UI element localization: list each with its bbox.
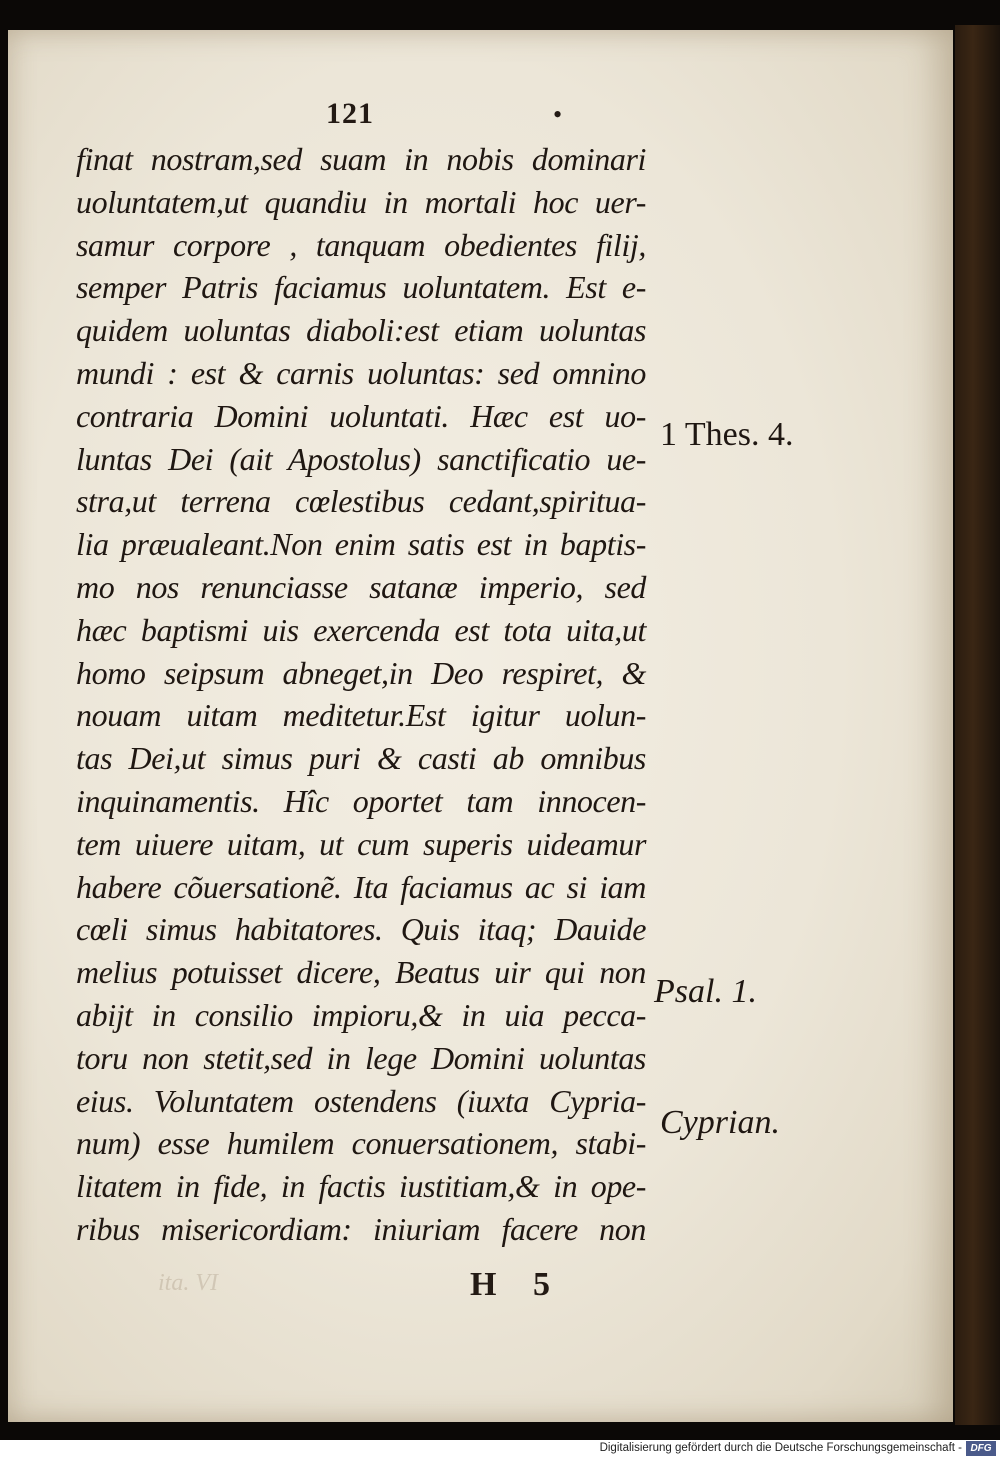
text-line: contraria Domini uoluntati. Hæc est uo- xyxy=(76,397,646,434)
header-mark: • xyxy=(553,100,563,129)
text-line: tas Dei,ut simus puri & casti ab omnibus xyxy=(76,740,646,777)
text-line: mo nos renunciasse satanæ imperio, sed xyxy=(76,568,646,605)
text-line: lia præualeant.Non enim satis est in baptis- xyxy=(76,526,646,563)
funding-credit: Digitalisierung gefördert durch die Deutsche Forschungsgemeinschaft - xyxy=(599,1442,962,1454)
text-line: semper Patris faciamus uoluntatem. Est e- xyxy=(76,269,646,306)
text-line: tem uiuere uitam, ut cum superis uideamur xyxy=(76,825,646,862)
text-line: toru non stetit,sed in lege Domini uoluntas xyxy=(76,1039,646,1076)
text-line: abijt in consilio impioru,& in uia pecca- xyxy=(76,996,646,1033)
text-line: num) esse humilem conuersationem, stabi- xyxy=(76,1125,646,1162)
book-page xyxy=(8,30,953,1422)
text-line: habere cõuersationẽ. Ita faciamus ac si iam xyxy=(76,868,646,905)
offset-bleed-text: ita. VI xyxy=(158,1270,218,1296)
text-line: quidem uoluntas diaboli:est etiam uoluntas xyxy=(76,312,646,349)
text-line: homo seipsum abneget,in Deo respiret, & xyxy=(76,654,646,691)
dfg-logo[interactable]: DFG xyxy=(966,1441,996,1456)
text-line: nouam uitam meditetur.Est igitur uolun- xyxy=(76,697,646,734)
text-line: stra,ut terrena cœlestibus cedant,spiritua- xyxy=(76,483,646,520)
text-line: ribus misericordiam: iniuriam facere non xyxy=(76,1210,646,1247)
text-line: mundi : est & carnis uoluntas: sed omnino xyxy=(76,354,646,391)
text-line: inquinamentis. Hîc oportet tam innocen- xyxy=(76,782,646,819)
text-line: samur corpore , tanquam obedientes filij, xyxy=(76,226,646,263)
text-line: finat nostram,sed suam in nobis dominari xyxy=(76,141,646,177)
text-line: melius potuisset dicere, Beatus uir qui non xyxy=(76,954,646,991)
text-line: litatem in fide, in factis iustitiam,& in ope- xyxy=(76,1168,646,1205)
margin-note-psalm: Psal. 1. xyxy=(654,973,757,1010)
margin-note-cyprian: Cyprian. xyxy=(660,1104,780,1141)
text-line: luntas Dei (ait Apostolus) sanctificatio ue- xyxy=(76,440,646,477)
text-line: eius. Voluntatem ostendens (iuxta Cypria- xyxy=(76,1082,646,1119)
margin-note-thessalonians: 1 Thes. 4. xyxy=(660,416,794,453)
text-line: uoluntatem,ut quandiu in mortali hoc uer- xyxy=(76,183,646,220)
body-text xyxy=(76,138,646,1251)
text-line: cœli simus habitatores. Quis itaq; Dauide xyxy=(76,911,646,948)
text-line: hæc baptismi uis exercenda est tota uita,ut xyxy=(76,611,646,648)
page-number: 121 xyxy=(326,97,374,130)
signature-mark: H 5 xyxy=(470,1266,550,1303)
book-edge xyxy=(955,25,1000,1425)
